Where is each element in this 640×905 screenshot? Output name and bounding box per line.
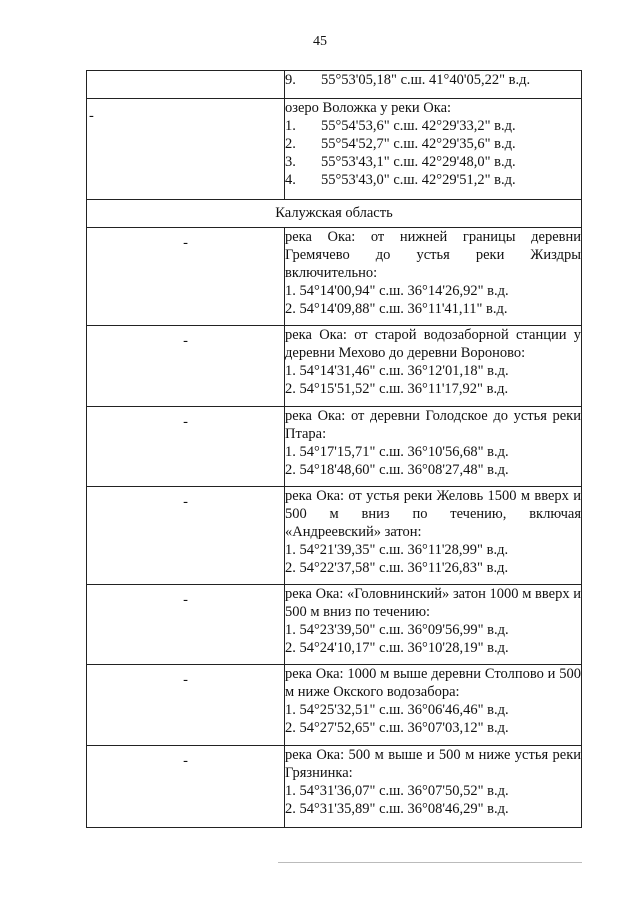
coordinate-number: 1. <box>285 118 296 134</box>
region-header: Калужская область <box>87 200 582 228</box>
coordinate-row: 1. 54°14'31,46" с.ш. 36°12'01,18" в.д. <box>285 363 509 379</box>
table-cell-left: - <box>87 746 285 828</box>
table-row <box>87 326 582 407</box>
entry-description: река Ока: от нижней границы деревни Гремячево до устья реки Жиздры включительно: <box>285 229 581 281</box>
coordinate-number: 9. <box>285 72 296 88</box>
table-row <box>87 746 582 828</box>
table-cell-left: - <box>87 665 285 746</box>
coordinate-row: 2. 54°18'48,60" с.ш. 36°08'27,48" в.д. <box>285 462 509 478</box>
table-row <box>87 407 582 487</box>
table-row <box>87 487 582 585</box>
coordinate-row <box>285 153 581 171</box>
table-row <box>87 71 582 99</box>
entry-description: река Ока: «Головнинский» затон 1000 м вверх и 500 м вниз по течению: <box>285 586 581 620</box>
coordinate-row: 2. 54°31'35,89" с.ш. 36°08'46,29" в.д. <box>285 801 509 817</box>
coordinate-row: 2. 54°24'10,17" с.ш. 36°10'28,19" в.д. <box>285 640 509 656</box>
coordinate-value: 55°54'52,7" с.ш. 42°29'35,6" в.д. <box>321 136 516 152</box>
coordinate-row: 1. 54°23'39,50" с.ш. 36°09'56,99" в.д. <box>285 622 509 638</box>
table-cell-right <box>285 326 582 407</box>
coordinate-number: 3. <box>285 154 296 170</box>
entry-description: река Ока: от старой водозаборной станции у деревни Мехово до деревни Вороново: <box>285 327 581 361</box>
table-cell-left: - <box>87 487 285 585</box>
entry-description: река Ока: от деревни Голодское до устья реки Птара: <box>285 408 581 442</box>
coordinate-row: 1. 54°14'00,94" с.ш. 36°14'26,92" в.д. <box>285 283 509 299</box>
table-row <box>87 585 582 665</box>
table-cell-left: - <box>87 326 285 407</box>
coordinate-row: 1. 54°31'36,07" с.ш. 36°07'50,52" в.д. <box>285 783 509 799</box>
table-cell-right <box>285 585 582 665</box>
coordinate-value: 55°54'53,6" с.ш. 42°29'33,2" в.д. <box>321 118 516 134</box>
coordinate-value: 55°53'05,18" с.ш. 41°40'05,22" в.д. <box>321 72 531 88</box>
table-cell-left: - <box>87 228 285 326</box>
coordinate-row: 1. 54°17'15,71" с.ш. 36°10'56,68" в.д. <box>285 444 509 460</box>
coordinate-row: 1. 54°21'39,35" с.ш. 36°11'28,99" в.д. <box>285 542 509 558</box>
table-cell-right <box>285 71 582 99</box>
coordinate-row <box>285 135 581 153</box>
coordinate-value: 55°53'43,0" с.ш. 42°29'51,2" в.д. <box>321 172 516 188</box>
coordinate-row <box>285 117 581 135</box>
bottom-divider <box>278 862 582 863</box>
table-row <box>87 228 582 326</box>
entry-description: река Ока: 1000 м выше деревни Столпово и 500 м ниже Окского водозабора: <box>285 666 581 700</box>
coordinate-row: 2. 54°22'37,58" с.ш. 36°11'26,83" в.д. <box>285 560 509 576</box>
entry-description: река Ока: 500 м выше и 500 м ниже устья реки Грязнинка: <box>285 747 581 781</box>
table-cell-right <box>285 99 582 200</box>
table-row <box>87 665 582 746</box>
table-cell-left: - <box>87 407 285 487</box>
table-cell-left <box>87 71 285 99</box>
table-cell-right <box>285 746 582 828</box>
table-row <box>87 99 582 200</box>
table-cell-right <box>285 487 582 585</box>
lake-title: озеро Воложка у реки Ока: <box>285 100 452 116</box>
table-cell-right <box>285 407 582 487</box>
coordinate-row: 2. 54°27'52,65" с.ш. 36°07'03,12" в.д. <box>285 720 509 736</box>
page-number: 45 <box>313 34 327 49</box>
table-cell-right <box>285 665 582 746</box>
coordinate-row: 2. 54°14'09,88" с.ш. 36°11'41,11" в.д. <box>285 301 508 317</box>
table-cell-right <box>285 228 582 326</box>
coordinate-number: 2. <box>285 136 296 152</box>
coordinate-row <box>285 171 581 189</box>
entry-description: река Ока: от устья реки Желовь 1500 м вверх и 500 м вниз по течению, включая «Андреевский» затон: <box>285 488 581 540</box>
table-cell-left: - <box>87 585 285 665</box>
coordinate-row <box>285 71 581 89</box>
coordinate-row: 1. 54°25'32,51" с.ш. 36°06'46,46" в.д. <box>285 702 509 718</box>
coordinates-table <box>86 70 582 828</box>
coordinate-value: 55°53'43,1" с.ш. 42°29'48,0" в.д. <box>321 154 516 170</box>
table-row <box>87 200 582 228</box>
coordinate-number: 4. <box>285 172 296 188</box>
coordinate-row: 2. 54°15'51,52" с.ш. 36°11'17,92" в.д. <box>285 381 509 397</box>
table-cell-left: - <box>87 99 285 200</box>
